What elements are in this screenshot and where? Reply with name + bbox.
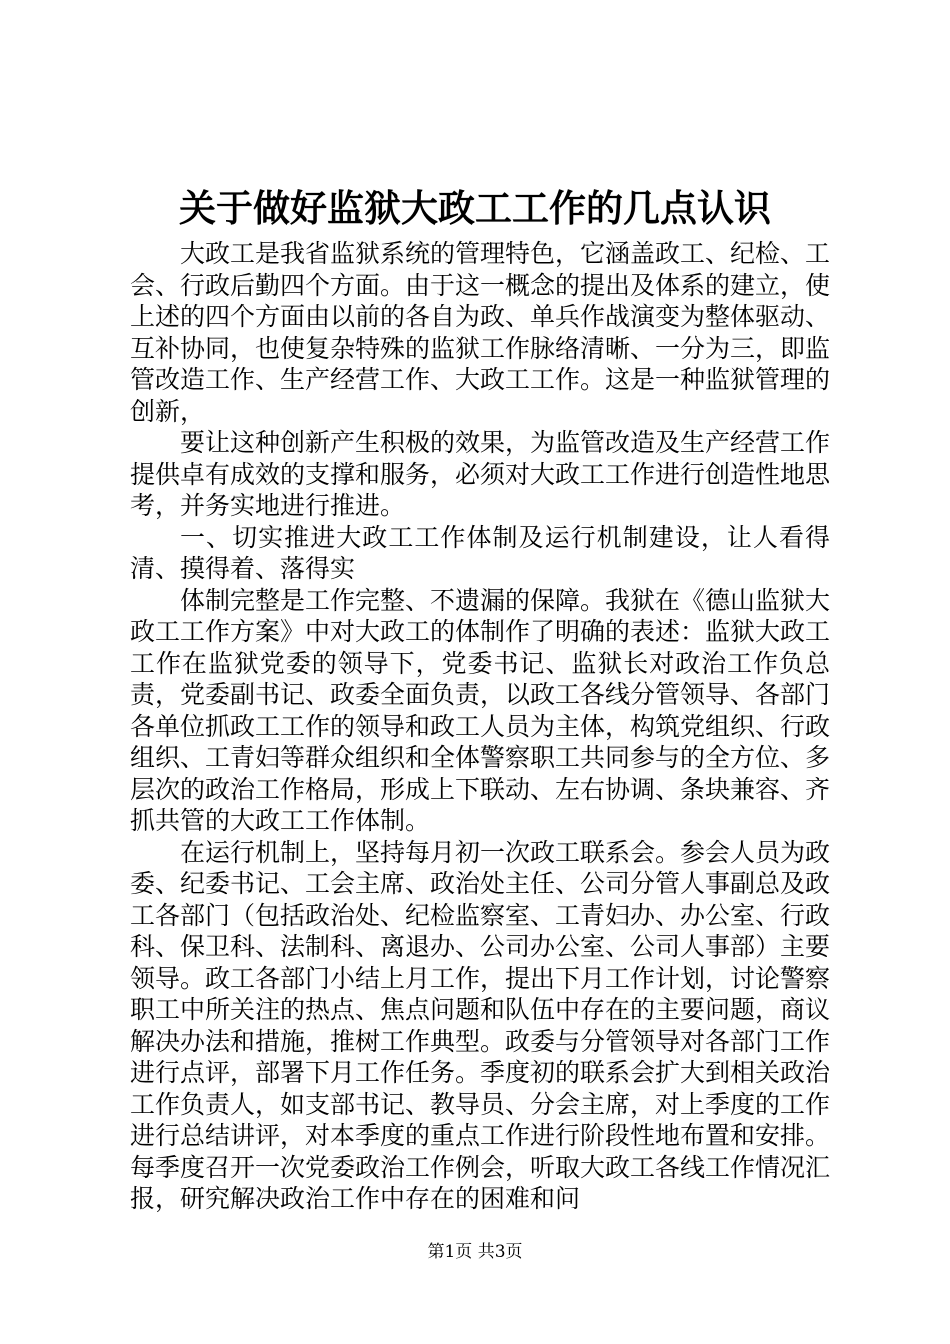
paragraph: 大政工是我省监狱系统的管理特色，它涵盖政工、纪检、工会、行政后勤四个方面。由于这一概念的提出及体系的建立，使上述的四个方面由以前的各自为政、单兵作战演变为整体驱动、互补协同，也使复杂特殊的监狱工作脉络清晰、一分为三，即监管改造工作、生产经营工作、大政工工作。这是一种监狱管理的创新， [130, 239, 831, 426]
document-body [130, 238, 830, 1215]
page-number-footer: 第1页 共3页 [427, 1242, 523, 1262]
document-title: 关于做好监狱大政工工作的几点认识 [179, 186, 771, 230]
paragraph: 要让这种创新产生积极的效果，为监管改造及生产经营工作提供卓有成效的支撑和服务，必须对大政工工作进行创造性地思考，并务实地进行推进。 [130, 428, 831, 520]
paragraph: 在运行机制上，坚持每月初一次政工联系会。参会人员为政委、纪委书记、工会主席、政治处主任、公司分管人事副总及政工各部门（包括政治处、纪检监察室、工青妇办、办公室、行政科、保卫科、法制科、离退办、公司办公室、公司人事部）主要领导。政工各部门小结上月工作，提出下月工作计划，讨论警察职工中所关注的热点、焦点问题和队伍中存在的主要问题，商议解决办法和措施，推树工作典型。政委与分管领导对各部门工作进行点评，部署下月工作任务。季度初的联系会扩大到相关政治工作负责人，如支部书记、教导员、分会主席，对上季度的工作进行总结讲评，对本季度的重点工作进行阶段性地布置和安排。每季度召开一次党委政治工作例会，听取大政工各线工作情况汇报，研究解决政治工作中存在的困难和问 [130, 837, 831, 1213]
section-heading: 一、切实推进大政工工作体制及运行机制建设，让人看得清、摸得着、落得实 [130, 522, 830, 583]
paragraph: 体制完整是工作完整、不遗漏的保障。我狱在《德山监狱大政工工作方案》中对大政工的体制作了明确的表述：监狱大政工工作在监狱党委的领导下，党委书记、监狱长对政治工作负总责，党委副书记、政委全面负责，以政工各线分管领导、各部门各单位抓政工工作的领导和政工人员为主体，构筑党组织、行政组织、工青妇等群众组织和全体警察职工共同参与的全方位、多层次的政治工作格局，形成上下联动、左右协调、条块兼容、齐抓共管的大政工工作体制。 [130, 585, 831, 835]
